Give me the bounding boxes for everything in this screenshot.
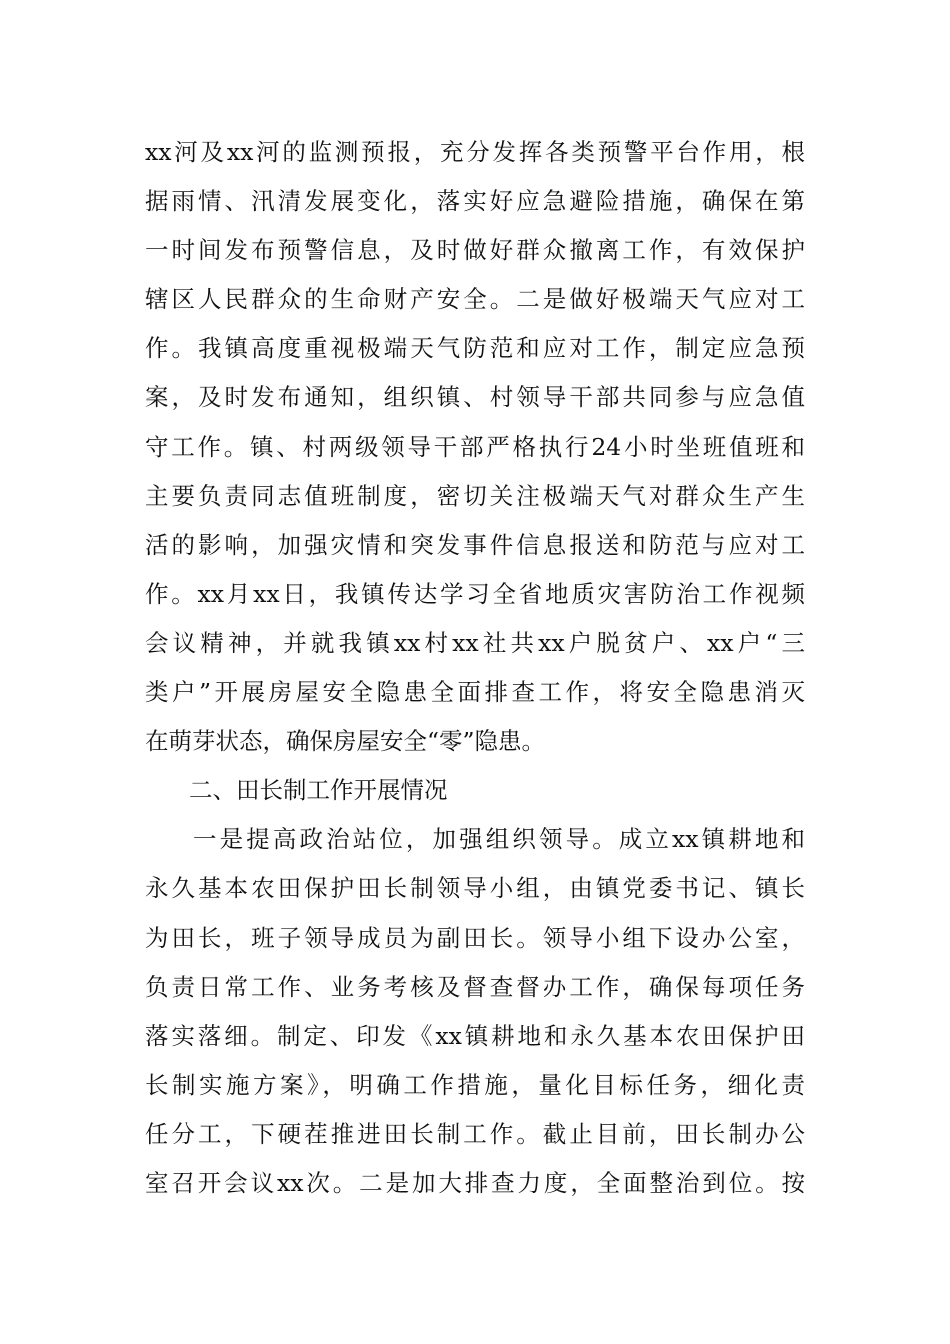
text-line-content: 守工作。镇、村两级领导干部严格执行24小时坐班值班和 bbox=[145, 432, 805, 461]
text-line-content: 会议精神，并就我镇xx村xx社共xx户脱贫户、xx户“三 bbox=[145, 628, 805, 657]
text-line-content: 为田长，班子领导成员为副田长。领导小组下设办公室， bbox=[145, 923, 805, 952]
text-line bbox=[145, 226, 805, 275]
text-line-content: 活的影响，加强灾情和突发事件信息报送和防范与应对工 bbox=[145, 530, 805, 559]
text-line-content: 在萌芽状态，确保房屋安全“零”隐患。 bbox=[145, 727, 546, 756]
text-line bbox=[145, 717, 805, 766]
text-line-content: 主要负责同志值班制度，密切关注极端天气对群众生产生 bbox=[145, 481, 805, 510]
section-heading-text: 二、田长制工作开展情况 bbox=[189, 776, 448, 805]
text-line bbox=[145, 1061, 805, 1110]
text-line-content: 永久基本农田保护田长制领导小组，由镇党委书记、镇长 bbox=[145, 874, 805, 903]
text-line bbox=[145, 1110, 805, 1159]
text-line bbox=[145, 1159, 805, 1208]
text-line-content: 作。我镇高度重视极端天气防范和应对工作，制定应急预 bbox=[145, 334, 805, 363]
text-line bbox=[145, 668, 805, 717]
text-line bbox=[145, 815, 805, 864]
text-line-content: xx河及xx河的监测预报，充分发挥各类预警平台作用，根 bbox=[145, 138, 805, 166]
text-line-content: 作。xx月xx日，我镇传达学习全省地质灾害防治工作视频 bbox=[145, 579, 805, 608]
text-line-content: 案，及时发布通知，组织镇、村领导干部共同参与应急值 bbox=[145, 383, 805, 412]
text-line bbox=[145, 521, 805, 570]
text-line bbox=[145, 570, 805, 619]
text-line bbox=[145, 963, 805, 1012]
text-line-content: 据雨情、汛清发展变化，落实好应急避险措施，确保在第 bbox=[145, 187, 805, 216]
text-line bbox=[145, 864, 805, 913]
text-line bbox=[145, 324, 805, 373]
text-line bbox=[145, 914, 805, 963]
document-body bbox=[145, 128, 805, 1208]
text-line bbox=[145, 619, 805, 668]
text-line bbox=[145, 472, 805, 521]
text-line bbox=[145, 1012, 805, 1061]
text-line-content: 落实落细。制定、印发《xx镇耕地和永久基本农田保护田 bbox=[145, 1021, 805, 1050]
text-line-content: 室召开会议xx次。二是加大排查力度，全面整治到位。按 bbox=[145, 1168, 805, 1197]
text-line bbox=[145, 128, 805, 177]
text-line-content: 一是提高政治站位，加强组织领导。成立xx镇耕地和 bbox=[193, 825, 805, 854]
text-line-content: 任分工，下硬茬推进田长制工作。截止目前，田长制办公 bbox=[145, 1119, 805, 1148]
text-line bbox=[145, 423, 805, 472]
text-line-content: 长制实施方案》，明确工作措施，量化目标任务，细化责 bbox=[145, 1070, 805, 1099]
section-heading bbox=[145, 766, 805, 815]
text-line-content: 辖区人民群众的生命财产安全。二是做好极端天气应对工 bbox=[145, 285, 805, 314]
text-line-content: 类户”开展房屋安全隐患全面排查工作，将安全隐患消灭 bbox=[145, 678, 805, 707]
text-line bbox=[145, 177, 805, 226]
text-line bbox=[145, 275, 805, 324]
text-line bbox=[145, 373, 805, 422]
text-line-content: 一时间发布预警信息，及时做好群众撤离工作，有效保护 bbox=[145, 236, 805, 265]
text-line-content: 负责日常工作、业务考核及督查督办工作，确保每项任务 bbox=[145, 972, 805, 1001]
